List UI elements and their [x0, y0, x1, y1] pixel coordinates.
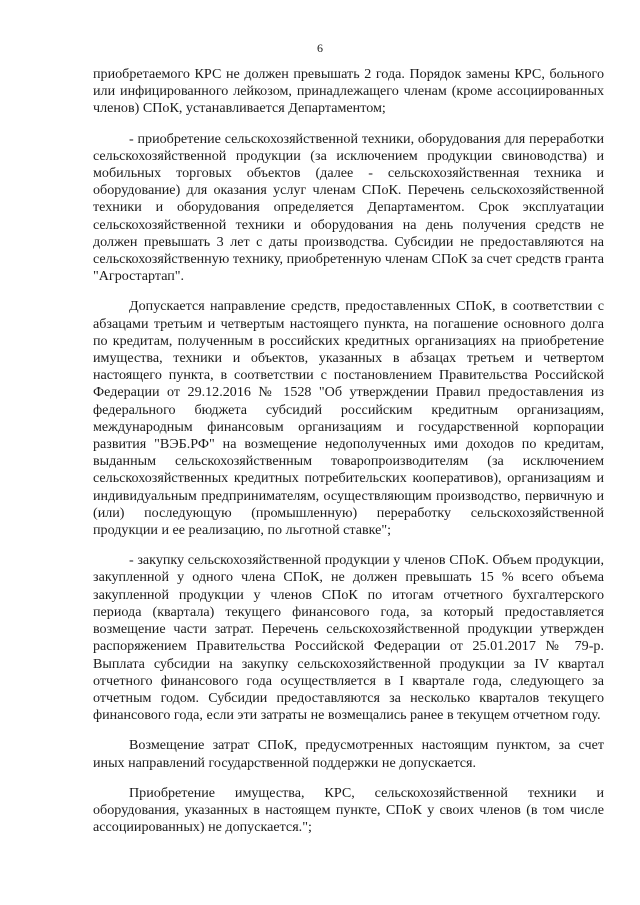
paragraph-loan-repayment: Допускается направление средств, предоставленных СПоК, в соответствии с абзацами третьим и четвертым настоящего пункта, на погашение основного долга по кредитам, полученным в российских кредитных организациях на приобретение имущества, техники и объектов, указанных в абзацах третьем и четвертом настоящего пункта, в соответствии с постановлением Правительства Российской Федерации от 29.12.2016 № 1528 "Об утверждении Правил предоставления из федерального бюджета субсидий российским кредитным организациям, международным финансовым организациям и государственной корпорации развития "ВЭБ.РФ" на возмещение недополученных ими доходов по кредитам, выданным сельскохозяйственным товаропроизводителям (за исключением сельскохозяйственных кредитных потребительских кооперативов), организациям и индивидуальным предпринимателям, осуществляющим производство, первичную и (или) последующую (промышленную) переработку сельскохозяйственной продукции и ее реализацию, по льготной ставке";: [93, 298, 604, 539]
paragraph-livestock-replacement: приобретаемого КРС не должен превышать 2 года. Порядок замены КРС, больного или инфицированного лейкозом, принадлежащего членам (кроме ассоциированных членов) СПоК, устанавливается Департаментом;: [93, 66, 604, 117]
document-body: [93, 66, 604, 849]
paragraph-acquisition-restriction: Приобретение имущества, КРС, сельскохозяйственной техники и оборудования, указанных в настоящем пункте, СПоК у своих членов (в том числе ассоциированных) не допускается.";: [93, 784, 604, 836]
page-number: 6: [317, 41, 323, 55]
paragraph-cost-reimbursement: Возмещение затрат СПоК, предусмотренных настоящим пунктом, за счет иных направлений государственной поддержки не допускается.: [93, 737, 604, 771]
paragraph-produce-purchase: - закупку сельскохозяйственной продукции у членов СПоК. Объем продукции, закупленной у одного члена СПоК, не должен превышать 15 % всего объема закупленной продукции у членов СПоК по итогам отчетного бухгалтерского периода (квартала) текущего финансового года, за который предоставляется возмещение части затрат. Перечень сельскохозяйственной продукции утвержден распоряжением Правительства Российской Федерации от 25.01.2017 № 79-р. Выплата субсидии на закупку сельскохозяйственной продукции за IV квартал отчетного финансового года осуществляется в I квартале года, следующего за отчетным годом. Субсидии предоставляются за несколько кварталов текущего финансового года, если эти затраты не возмещались ранее в текущем отчетном году.: [93, 552, 604, 724]
paragraph-equipment-purchase: - приобретение сельскохозяйственной техники, оборудования для переработки сельскохозяйственной продукции (за исключением продукции свиноводства) и мобильных торговых объектов (далее - сельскохозяйственная техника и оборудование) для оказания услуг членам СПоК. Перечень сельскохозяйственной техники и оборудования определяется Департаментом. Срок эксплуатации сельскохозяйственной техники и оборудования на день получения средств не должен превышать 3 лет с даты производства. Субсидии не предоставляются на сельскохозяйственную технику, приобретенную членам СПоК за счет средств гранта "Агростартап".: [93, 130, 604, 285]
